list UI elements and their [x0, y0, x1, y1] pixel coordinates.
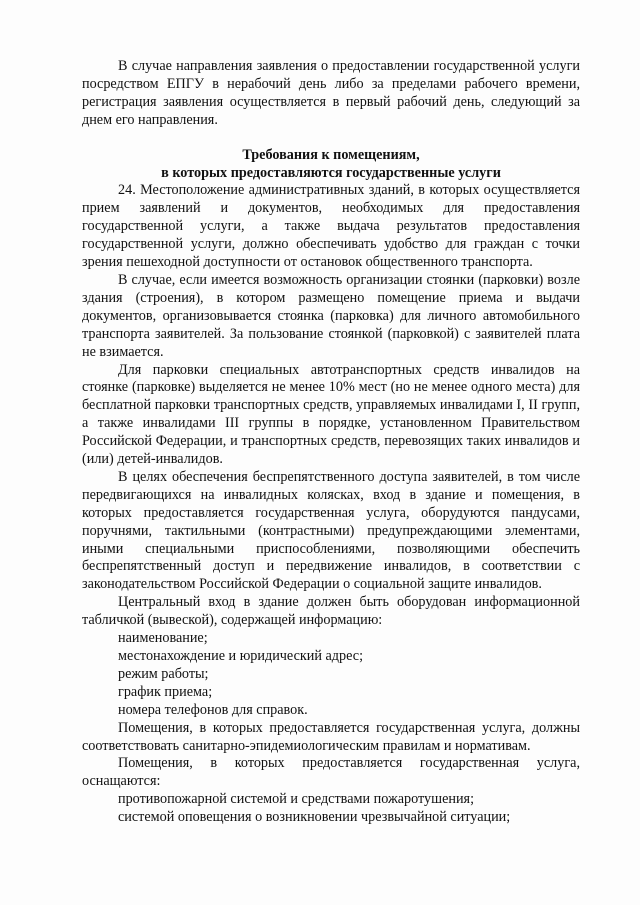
list-item: системой оповещения о возникновении чрезвычайной ситуации; [118, 809, 511, 826]
list-item: наименование; [118, 630, 208, 647]
document-body [82, 58, 580, 827]
paragraph-accessibility: В целях обеспечения беспрепятственного доступа заявителей, в том числе передвигающихся на инвалидных колясках, вход в здание и помещения, в которых предоставляется государственная услуга, оборудуются пандусами, поручнями, тактильными (контрастными) предупреждающими элементами, иными специальными приспособлениями, позволяющими обеспечить беспрепятственный доступ и передвижение инвалидов, в соответствии с законодательством Российской Федерации о социальной защите инвалидов. [82, 468, 580, 593]
list-item: график приема; [118, 683, 213, 700]
paragraph-entrance-sign: Центральный вход в здание должен быть оборудован информационной табличкой (вывеской), содержащей информацию: [82, 594, 580, 629]
section-heading-line-2: в которых предоставляются государственные услуги [161, 164, 501, 181]
list-item: местонахождение и юридический адрес; [118, 648, 364, 664]
paragraph-parking: В случае, если имеется возможность организации стоянки (парковки) возле здания (строения), в котором размещено помещение приема и выдачи документов, организовывается стоянка (парковка) для личного автомобильного транспорта заявителей. За пользование стоянкой (парковкой) с заявителей плата не взимается. [82, 271, 580, 360]
list-item: номера телефонов для справок. [118, 701, 308, 718]
section-heading-line-1: Требования к помещениям, [242, 146, 420, 163]
signage-list [82, 630, 580, 720]
list-item: режим работы; [118, 665, 209, 682]
list-item: противопожарной системой и средствами пожаротушения; [118, 791, 475, 808]
paragraph-equipment: Помещения, в которых предоставляется государственная услуга, оснащаются: [82, 755, 580, 790]
paragraph-sanitary: Помещения, в которых предоставляется государственная услуга, должны соответствовать санитарно-эпидемиологическим правилам и нормативам. [82, 719, 580, 754]
paragraph-disabled-parking: Для парковки специальных автотранспортных средств инвалидов на стоянке (парковке) выделяется не менее 10% мест (но не менее одного места) для бесплатной парковки транспортных средств, управляемых инвалидами I, II групп, а также инвалидами III группы в порядке, установленном Правительством Российской Федерации, и транспортных средств, перевозящих таких инвалидов и (или) детей-инвалидов. [82, 361, 580, 468]
intro-paragraph: В случае направления заявления о предоставлении государственной услуги посредством ЕПГУ в нерабочий день либо за пределами рабочего времени, регистрация заявления осуществляется в первый рабочий день, следующий за днем его направления. [82, 58, 580, 128]
paragraph-24-location: 24. Местоположение административных зданий, в которых осуществляется прием заявлений и документов, необходимых для предоставления государственной услуги, а также выдача результатов предоставления государственной услуги, должно обеспечивать удобство для граждан с точки зрения пешеходной доступности от остановок общественного транспорта. [82, 182, 580, 271]
equipment-list [82, 791, 580, 827]
